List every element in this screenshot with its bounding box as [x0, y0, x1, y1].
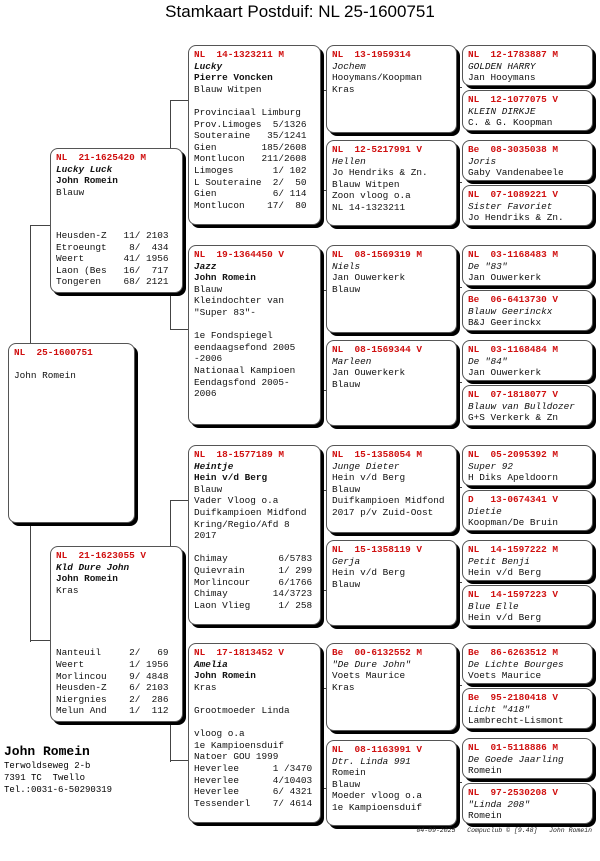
connector-line [30, 522, 31, 642]
detail-line: Jo Hendriks & Zn. [468, 212, 564, 224]
connector-line [30, 225, 31, 345]
detail-line [14, 359, 129, 371]
detail-line: Gaby Vandenabeele [468, 167, 564, 179]
connector-line [170, 329, 188, 330]
detail-line: Koopman/De Bruin [468, 517, 559, 529]
ring-number: NL 17-1813452 V [194, 647, 285, 658]
subject-pigeon-card[interactable] [8, 343, 135, 523]
connector-line [30, 640, 50, 641]
grandparent-card[interactable] [188, 643, 321, 823]
detail-line: Heverlee 4/10403 [194, 774, 313, 786]
pigeon-name: KLEIN DIRKJE [468, 105, 536, 117]
owner-phone: Tel.:0031-6-50290319 [4, 785, 113, 795]
detail-line: Hooymans/Koopman [332, 72, 423, 84]
detail-line: Tessenderl 7/ 4614 [194, 797, 313, 809]
ring-number: NL 05-2095392 M [468, 449, 559, 460]
connector-line [323, 490, 324, 540]
result-line: Heusden-Z 11/ 2103 [56, 230, 169, 242]
detail-line: Jo Hendriks & Zn. [332, 167, 428, 179]
pigeon-name: Blue Elle [468, 600, 519, 612]
result-line: Laon (Bes 16/ 717 [56, 264, 169, 276]
detail-line [194, 95, 315, 107]
pigeon-name: Lucky Luck [56, 163, 113, 175]
gg-grandparent-card[interactable] [462, 445, 593, 486]
results-list [56, 647, 177, 717]
detail-line: Gien 6/ 114 [194, 188, 307, 200]
ring-number: NL 08-1163991 V [332, 744, 423, 755]
gg-grandparent-card[interactable] [462, 540, 593, 581]
detail-line: Kring/Regio/Afd 8 [194, 518, 290, 530]
connector-line [459, 182, 462, 183]
great-grandparent-card[interactable] [326, 340, 457, 426]
detail-line: Duifkampioen Midfond [194, 506, 307, 518]
pigeon-name: De Goede Jaarling [468, 753, 564, 765]
gg-grandparent-card[interactable] [462, 45, 593, 86]
connector-line [459, 87, 462, 88]
detail-line: Hein v/d Berg [194, 472, 268, 484]
pigeon-name: De "84" [468, 355, 508, 367]
ring-number: Be 06-6413730 V [468, 294, 559, 305]
gg-grandparent-card[interactable] [462, 738, 593, 779]
connector-line [323, 90, 324, 140]
father-card[interactable] [50, 148, 183, 293]
ring-number: D 13-0674341 V [468, 494, 559, 505]
ring-number: NL 07-1089221 V [468, 189, 559, 200]
pigeon-name: Joris [468, 155, 497, 167]
pigeon-name: Lucky [194, 60, 223, 72]
ring-number: Be 08-3035038 M [468, 144, 559, 155]
gg-grandparent-card[interactable] [462, 643, 593, 684]
detail-line: Duifkampioen Midfond [332, 495, 445, 507]
owner-city: 7391 TC Twello [4, 773, 86, 783]
detail-line: Chimay 14/3723 [194, 588, 313, 600]
gg-grandparent-card[interactable] [462, 290, 593, 331]
detail-line [194, 319, 315, 331]
pigeon-name: Blauw Geerinckx [468, 305, 553, 317]
pigeon-name: Petit Benji [468, 555, 530, 567]
ring-number: Be 95-2180418 V [468, 692, 559, 703]
result-line: Morlincou 9/ 4848 [56, 670, 169, 682]
page-title: Stamkaart Postduif: NL 25-1600751 [165, 2, 435, 21]
detail-line: Blauw [56, 186, 85, 198]
ring-number: NL 08-1569319 M [332, 249, 423, 260]
detail-line: Kras [56, 584, 79, 596]
detail-line: Hein v/d Berg [468, 612, 542, 624]
ring-number: NL 25-1600751 [14, 347, 93, 358]
detail-line: Zoon vloog o.a [332, 190, 411, 202]
detail-line: vloog o.a [194, 728, 245, 740]
gg-grandparent-card[interactable] [462, 245, 593, 286]
gg-grandparent-card[interactable] [462, 385, 593, 426]
detail-line: Jan Ouwerkerk [468, 272, 542, 284]
detail-line: John Romein [194, 272, 256, 284]
detail-line: Jan Ouwerkerk [332, 367, 406, 379]
pigeon-name: De "83" [468, 260, 508, 272]
owner-info [4, 744, 112, 796]
pigeon-name: Dietie [468, 505, 502, 517]
detail-line: Heverlee 1 /3470 [194, 762, 313, 774]
great-grandparent-card[interactable] [326, 140, 457, 226]
ring-number: NL 18-1577189 M [194, 449, 285, 460]
detail-line: Voets Maurice [468, 670, 542, 682]
great-grandparent-card[interactable] [326, 445, 457, 533]
detail-line: 1e Fondspiegel [194, 330, 273, 342]
result-line: Heusden-Z 6/ 2103 [56, 682, 169, 694]
pigeon-name: Gerja [332, 555, 361, 567]
detail-line: B&J Geerinckx [468, 317, 542, 329]
pigeon-name: Blauw van Bulldozer [468, 400, 575, 412]
detail-line: Eendagsfond 2005- [194, 376, 290, 388]
detail-line: Jan Ouwerkerk [332, 272, 406, 284]
ring-number: NL 21-1625420 M [56, 152, 147, 163]
ring-number: NL 14-1597222 M [468, 544, 559, 555]
ring-number: NL 19-1364450 V [194, 249, 285, 260]
ring-number: NL 01-5118886 M [468, 742, 559, 753]
detail-line: -2006 [194, 353, 223, 365]
detail-line: Blauw [332, 778, 361, 790]
detail-line: Montlucon 17/ 80 [194, 199, 307, 211]
connector-line [170, 500, 188, 501]
pigeon-name: Hellen [332, 155, 366, 167]
ring-number: Be 86-6263512 M [468, 647, 559, 658]
ring-number: NL 14-1323211 M [194, 49, 285, 60]
grandparent-card[interactable] [188, 445, 321, 625]
detail-line: Montlucon 211/2608 [194, 153, 307, 165]
detail-line: Blauw [332, 283, 361, 295]
detail-line: Vader Vloog o.a [194, 495, 279, 507]
detail-line: Grootmoeder Linda [194, 704, 290, 716]
detail-line: 2017 p/v Zuid-Oost [332, 506, 434, 518]
ring-number: NL 07-1818077 V [468, 389, 559, 400]
ring-number: NL 21-1623055 V [56, 550, 147, 561]
detail-line: John Romein [56, 175, 118, 187]
detail-line: 2017 [194, 530, 217, 542]
connector-line [170, 500, 171, 546]
ring-number: NL 97-2530208 V [468, 787, 559, 798]
connector-line [323, 688, 324, 738]
connector-line [459, 685, 462, 686]
detail-line [194, 693, 315, 705]
detail-line: 1e Kampioensduif [332, 801, 423, 813]
ring-number: NL 13-1959314 [332, 49, 411, 60]
connector-line [459, 582, 462, 583]
connector-line [459, 782, 462, 783]
detail-line: Blauw Witpen [332, 178, 400, 190]
result-line: Weert 1/ 1956 [56, 659, 169, 671]
connector-line [170, 760, 188, 761]
result-line: Etroeungt 8/ 434 [56, 241, 169, 253]
detail-line: John Romein [56, 573, 118, 585]
pigeon-name: Jochem [332, 60, 366, 72]
detail-line: Romein [468, 765, 502, 777]
gg-grandparent-card[interactable] [462, 185, 593, 226]
detail-line: Provinciaal Limburg [194, 106, 301, 118]
detail-line: Blauw Witpen [194, 83, 262, 95]
grandparent-card[interactable] [188, 45, 321, 225]
gg-grandparent-card[interactable] [462, 783, 593, 824]
detail-line: Romein [332, 767, 366, 779]
detail-line: Kras [194, 681, 217, 693]
detail-line: L Souteraine 2/ 50 [194, 176, 307, 188]
ring-number: NL 15-1358119 V [332, 544, 423, 555]
detail-line: Blauw [332, 578, 361, 590]
detail-line: Prov.Limoges 5/1326 [194, 118, 307, 130]
connector-line [170, 100, 171, 148]
pigeon-name: Kld Dure John [56, 561, 130, 573]
pigeon-name: Jazz [194, 260, 217, 272]
detail-line: Laon Vlieg 1/ 258 [194, 599, 313, 611]
detail-line: Souteraine 35/1241 [194, 130, 307, 142]
ring-number: NL 12-1077075 V [468, 94, 559, 105]
detail-line: Lambrecht-Lismont [468, 715, 564, 727]
ring-number: NL 03-1168483 M [468, 249, 559, 260]
grandparent-card[interactable] [188, 245, 321, 425]
detail-line: 1e Kampioensduif [194, 739, 285, 751]
connector-line [323, 290, 324, 340]
pigeon-name: Niels [332, 260, 361, 272]
owner-address: Terwoldseweg 2-b [4, 761, 91, 771]
detail-line: Jan Hooymans [468, 72, 536, 84]
detail-line: Hein v/d Berg [468, 567, 542, 579]
detail-line: Nationaal Kampioen [194, 364, 296, 376]
detail-line [194, 717, 315, 729]
detail-line: Blauw [194, 483, 223, 495]
result-line: Melun And 1/ 112 [56, 705, 169, 717]
ring-number: NL 12-1783887 M [468, 49, 559, 60]
ring-number: NL 12-5217991 V [332, 144, 423, 155]
detail-line: Jan Ouwerkerk [468, 367, 542, 379]
connector-line [170, 100, 188, 101]
detail-line: Kleindochter van [194, 295, 285, 307]
result-line: Weert 41/ 1956 [56, 253, 169, 265]
gg-grandparent-card[interactable] [462, 140, 593, 181]
pigeon-name: Dtr. Linda 991 [332, 755, 411, 767]
connector-line [30, 225, 50, 226]
detail-line: Hein v/d Berg [332, 567, 406, 579]
owner-name: John Romein [4, 744, 90, 759]
detail-line: Heverlee 6/ 4321 [194, 786, 313, 798]
pigeon-name: Heintje [194, 460, 234, 472]
detail-line: "Super 83"- [194, 306, 256, 318]
pigeon-name: De Lichte Bourges [468, 658, 564, 670]
pigeon-name: Sister Favoriet [468, 200, 553, 212]
great-grandparent-card[interactable] [326, 245, 457, 333]
detail-line: Quievrain 1/ 299 [194, 564, 313, 576]
great-grandparent-card[interactable] [326, 45, 457, 133]
connector-line [170, 722, 171, 762]
detail-line: Kras [332, 681, 355, 693]
detail-line: H Diks Apeldoorn [468, 472, 559, 484]
detail-line: Moeder vloog o.a [332, 790, 423, 802]
gg-grandparent-card[interactable] [462, 688, 593, 729]
pigeon-name: Super 92 [468, 460, 514, 472]
detail-line: Blauw [332, 483, 361, 495]
pigeon-name: "De Dure John" [332, 658, 411, 670]
detail-line: Blauw [332, 378, 361, 390]
result-line: Tongeren 68/ 2121 [56, 276, 169, 288]
detail-line: Pierre Voncken [194, 72, 273, 84]
detail-line: Blauw [194, 283, 223, 295]
footer-credit: 04-09-2025 Compuclub © [9.48] John Romein [416, 827, 592, 834]
mother-card[interactable] [50, 546, 183, 722]
gg-grandparent-card[interactable] [462, 340, 593, 381]
pigeon-name: GOLDEN HARRY [468, 60, 536, 72]
detail-line: Natoer GOU 1999 [194, 751, 279, 763]
pigeon-name: Marleen [332, 355, 372, 367]
results-list [56, 230, 177, 288]
great-grandparent-card[interactable] [326, 643, 457, 731]
connector-line [459, 382, 462, 383]
ring-number: NL 08-1569344 V [332, 344, 423, 355]
detail-line: NL 14-1323211 [332, 201, 406, 213]
detail-line: John Romein [14, 370, 76, 382]
pigeon-name: Licht "418" [468, 703, 530, 715]
ring-number: Be 00-6132552 M [332, 647, 423, 658]
detail-line: Voets Maurice [332, 670, 406, 682]
great-grandparent-card[interactable] [326, 740, 457, 826]
detail-line: Chimay 6/5783 [194, 553, 313, 565]
detail-line [194, 542, 315, 554]
ring-number: NL 14-1597223 V [468, 589, 559, 600]
gg-grandparent-card[interactable] [462, 90, 593, 131]
pigeon-name: Junge Dieter [332, 460, 400, 472]
detail-line: eendaagsefond 2005 [194, 341, 296, 353]
detail-line: Kras [332, 83, 355, 95]
detail-line: Hein v/d Berg [332, 472, 406, 484]
great-grandparent-card[interactable] [326, 540, 457, 626]
detail-line: Romein [468, 810, 502, 822]
connector-line [459, 287, 462, 288]
gg-grandparent-card[interactable] [462, 585, 593, 626]
pigeon-name: Amelia [194, 658, 228, 670]
result-line: Niergnies 2/ 286 [56, 693, 169, 705]
detail-line: Morlincour 6/1766 [194, 576, 313, 588]
gg-grandparent-card[interactable] [462, 490, 593, 531]
result-line: Nanteuil 2/ 69 [56, 647, 169, 659]
detail-line: Limoges 1/ 102 [194, 164, 307, 176]
ring-number: NL 15-1358054 M [332, 449, 423, 460]
detail-line: C. & G. Koopman [468, 117, 553, 129]
ring-number: NL 03-1168484 M [468, 344, 559, 355]
detail-line: Gien 185/2608 [194, 141, 307, 153]
detail-line: John Romein [194, 670, 256, 682]
detail-line: G+S Verkerk & Zn [468, 412, 559, 424]
connector-line [459, 487, 462, 488]
pigeon-name: "Linda 208" [468, 798, 530, 810]
connector-line [170, 292, 171, 329]
detail-line: 2006 [194, 388, 217, 400]
